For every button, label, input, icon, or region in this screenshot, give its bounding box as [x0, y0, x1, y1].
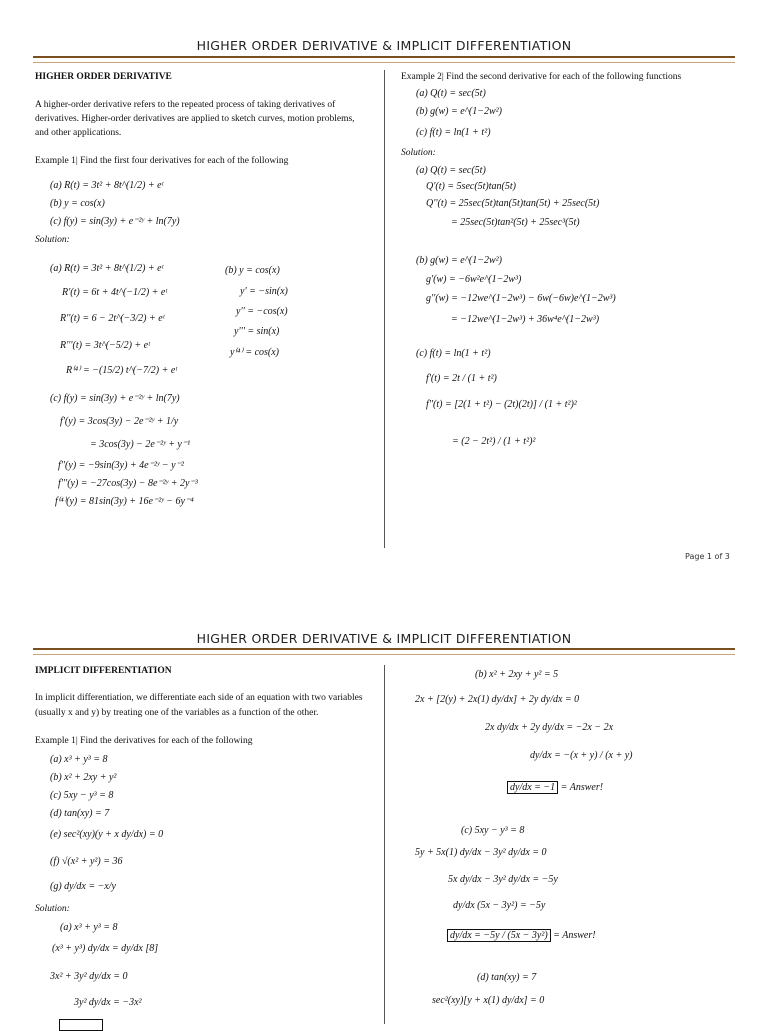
answer-box [59, 1019, 103, 1031]
problem: (a) x³ + y³ = 8 [50, 754, 108, 765]
answer-box: dy/dx = −1 [507, 781, 558, 794]
header-rule [33, 56, 735, 63]
problem: (c) f(t) = ln(1 + t²) [416, 127, 491, 138]
problem: (g) dy/dx = −x/y [50, 881, 116, 892]
header-rule [33, 648, 735, 655]
solution-line: dy/dx (5x − 3y²) = −5y [453, 900, 546, 911]
column-divider [384, 665, 385, 1024]
example-heading: Example 1| Find the first four derivatives for each of the following [35, 156, 289, 166]
column-divider [384, 70, 385, 548]
solution-line: (b) g(w) = e^(1−2w²) [416, 255, 502, 266]
solution-label: Solution: [401, 148, 436, 158]
solution-line: f''(y) = −9sin(3y) + 4e⁻²ʸ − y⁻² [58, 460, 184, 471]
solution-line: = 3cos(3y) − 2e⁻²ʸ + y⁻¹ [90, 439, 191, 450]
solution-line: R''(t) = 6 − 2t^(−3/2) + eᵗ [60, 313, 165, 324]
solution-line: = 25sec(5t)tan²(5t) + 25sec³(5t) [451, 217, 580, 228]
solution-line: y' = −sin(x) [240, 286, 288, 297]
solution-line: 3x² + 3y² dy/dx = 0 [50, 971, 128, 982]
solution-label: Solution: [35, 904, 70, 914]
solution-line: f'(y) = 3cos(3y) − 2e⁻²ʸ + 1/y [60, 416, 179, 427]
solution-line: (b) y = cos(x) [225, 265, 280, 276]
problem: (f) √(x² + y²) = 36 [50, 856, 123, 867]
page-number: Page 1 of 3 [685, 552, 730, 561]
answer-row [507, 782, 603, 793]
problem: (a) Q(t) = sec(5t) [416, 88, 486, 99]
solution-line: (a) x³ + y³ = 8 [60, 922, 118, 933]
solution-line: 5y + 5x(1) dy/dx − 3y² dy/dx = 0 [415, 847, 547, 858]
solution-line: g''(w) = −12we^(1−2w³) − 6w(−6w)e^(1−2w³) [426, 293, 616, 304]
problem: (c) f(y) = sin(3y) + e⁻²ʸ + ln(7y) [50, 216, 180, 227]
solution-label: Solution: [35, 235, 70, 245]
example-heading: Example 2| Find the second derivative for each of the following functions [401, 72, 682, 82]
solution-line: R'''(t) = 3t^(−5/2) + eᵗ [60, 340, 150, 351]
solution-line: (c) f(y) = sin(3y) + e⁻²ʸ + ln(7y) [50, 393, 180, 404]
solution-line: y''' = sin(x) [234, 326, 280, 337]
solution-line: R⁽⁴⁾ = −(15/2) t^(−7/2) + eᵗ [66, 365, 177, 376]
problem: (e) sec²(xy)(y + x dy/dx) = 0 [50, 829, 164, 840]
problem: (b) y = cos(x) [50, 198, 105, 209]
example-heading: Example 1| Find the derivatives for each of the following [35, 736, 253, 746]
solution-line: (a) R(t) = 3t² + 8t^(1/2) + eᵗ [50, 263, 164, 274]
problem: (c) 5xy − y³ = 8 [50, 790, 114, 801]
solution-line: 2x + [2(y) + 2x(1) dy/dx] + 2y dy/dx = 0 [415, 694, 580, 705]
solution-line: (a) Q(t) = sec(5t) [416, 165, 486, 176]
page-header-title: HIGHER ORDER DERIVATIVE & IMPLICIT DIFFERENTIATION [196, 631, 572, 646]
intro-line: and other applications. [35, 128, 122, 138]
problem: (d) tan(xy) = 7 [50, 808, 110, 819]
solution-line: f''(t) = [2(1 + t²) − (2t)(2t)] / (1 + t²)² [426, 399, 577, 410]
answer-box: dy/dx = −5y / (5x − 3y²) [447, 929, 551, 942]
solution-line: (x³ + y³) dy/dx = dy/dx [8] [52, 943, 159, 954]
solution-line: Q'(t) = 5sec(5t)tan(5t) [426, 181, 516, 192]
answer-label: = Answer! [560, 782, 604, 793]
solution-line: f⁽⁴⁾(y) = 81sin(3y) + 16e⁻²ʸ − 6y⁻⁴ [55, 496, 194, 507]
problem: (b) g(w) = e^(1−2w²) [416, 106, 502, 117]
intro-line: derivatives. Higher-order derivatives are applied to sketch curves, motion problems, [35, 114, 355, 124]
solution-line: (b) x² + 2xy + y² = 5 [475, 669, 559, 680]
solution-line: Q''(t) = 25sec(5t)tan(5t)tan(5t) + 25sec(5t) [426, 198, 600, 209]
solution-line: = −12we^(1−2w³) + 36w⁴e^(1−2w³) [451, 314, 600, 325]
solution-line: dy/dx = −(x + y) / (x + y) [530, 750, 633, 761]
intro-line: A higher-order derivative refers to the repeated process of taking derivatives of [35, 100, 336, 110]
solution-line: 2x dy/dx + 2y dy/dx = −2x − 2x [485, 722, 614, 733]
problem: (b) x² + 2xy + y² [50, 772, 117, 783]
page-header-title: HIGHER ORDER DERIVATIVE & IMPLICIT DIFFERENTIATION [196, 38, 572, 53]
solution-line: (c) f(t) = ln(1 + t²) [416, 348, 491, 359]
section-title: IMPLICIT DIFFERENTIATION [35, 666, 172, 676]
solution-line: y⁽⁴⁾ = cos(x) [230, 347, 280, 358]
solution-line: 3y² dy/dx = −3x² [74, 997, 142, 1008]
intro-line: (usually x and y) by treating one of the variables as a function of the other. [35, 708, 319, 718]
section-title: HIGHER ORDER DERIVATIVE [35, 72, 172, 82]
solution-line: sec²(xy)[y + x(1) dy/dx] = 0 [432, 995, 545, 1006]
solution-line: f'''(y) = −27cos(3y) − 8e⁻²ʸ + 2y⁻³ [58, 478, 198, 489]
problem: (a) R(t) = 3t² + 8t^(1/2) + eᵗ [50, 180, 164, 191]
solution-line: (d) tan(xy) = 7 [477, 972, 537, 983]
solution-line: g'(w) = −6w²e^(1−2w³) [426, 274, 522, 285]
solution-line: (c) 5xy − y³ = 8 [461, 825, 525, 836]
solution-line: = (2 − 2t²) / (1 + t²)² [452, 436, 536, 447]
solution-line: R'(t) = 6t + 4t^(−1/2) + eᵗ [62, 287, 168, 298]
answer-label: = Answer! [553, 930, 596, 941]
intro-line: In implicit differentiation, we differentiate each side of an equation with two variables [35, 693, 363, 703]
solution-line: 5x dy/dx − 3y² dy/dx = −5y [448, 874, 558, 885]
solution-line: f'(t) = 2t / (1 + t²) [426, 373, 497, 384]
answer-row [447, 930, 596, 941]
solution-line: y'' = −cos(x) [236, 306, 288, 317]
